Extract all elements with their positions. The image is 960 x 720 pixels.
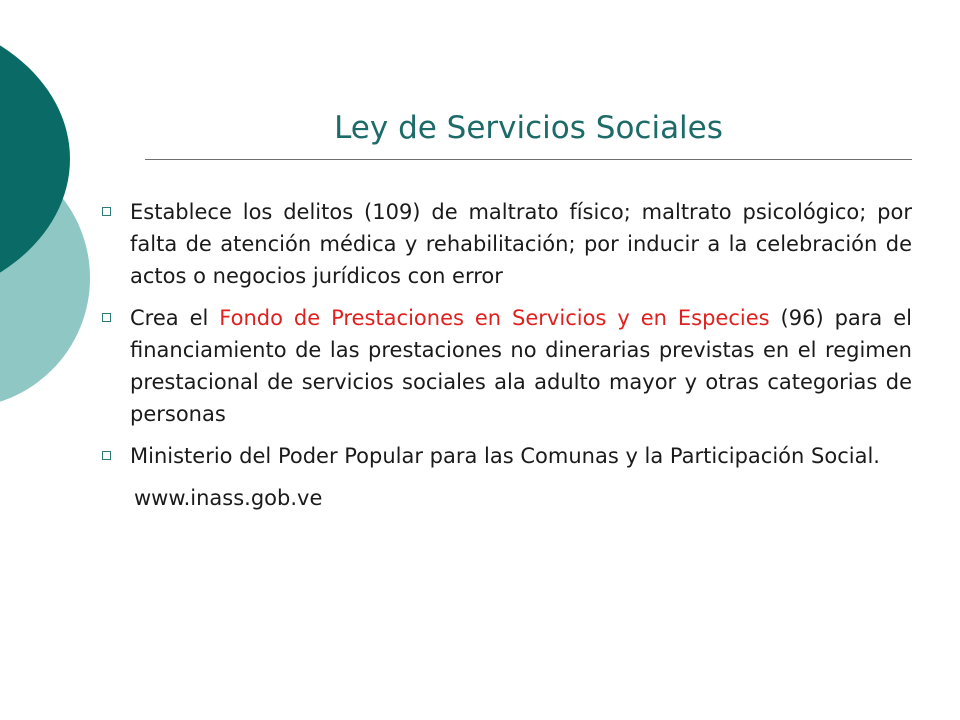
bullet-text: Establece los delitos (109) de maltrato físico; maltrato psicológico; por falta de atención médica y rehabilitación; por inducir a la celebración de actos o negocios jurídicos con error [130,200,912,288]
bullet-text-before: Crea el [130,306,220,330]
square-bullet-icon [102,451,111,460]
fund-name-highlight: Fondo de Prestaciones en Servicios y en Especies [219,306,770,330]
website-url: www.inass.gob.ve [134,486,323,510]
bullet-text-after: (96) para el financiamiento de las prestaciones no dinerarias previstas en el regimen prestacional de servicios sociales ala adulto mayor y otras categorias de personas [130,306,912,426]
square-bullet-icon [102,313,111,322]
slide-content [100,196,912,514]
title-divider [145,159,912,160]
decorative-light-circle [0,148,90,408]
bullet-item [100,196,912,292]
bullet-item [100,302,912,430]
square-bullet-icon [102,207,111,216]
bullet-item [100,440,912,472]
decorative-dark-circle [0,14,70,304]
bullet-text: Ministerio del Poder Popular para las Comunas y la Participación Social. [130,444,880,468]
slide-title: Ley de Servicios Sociales [334,110,723,146]
